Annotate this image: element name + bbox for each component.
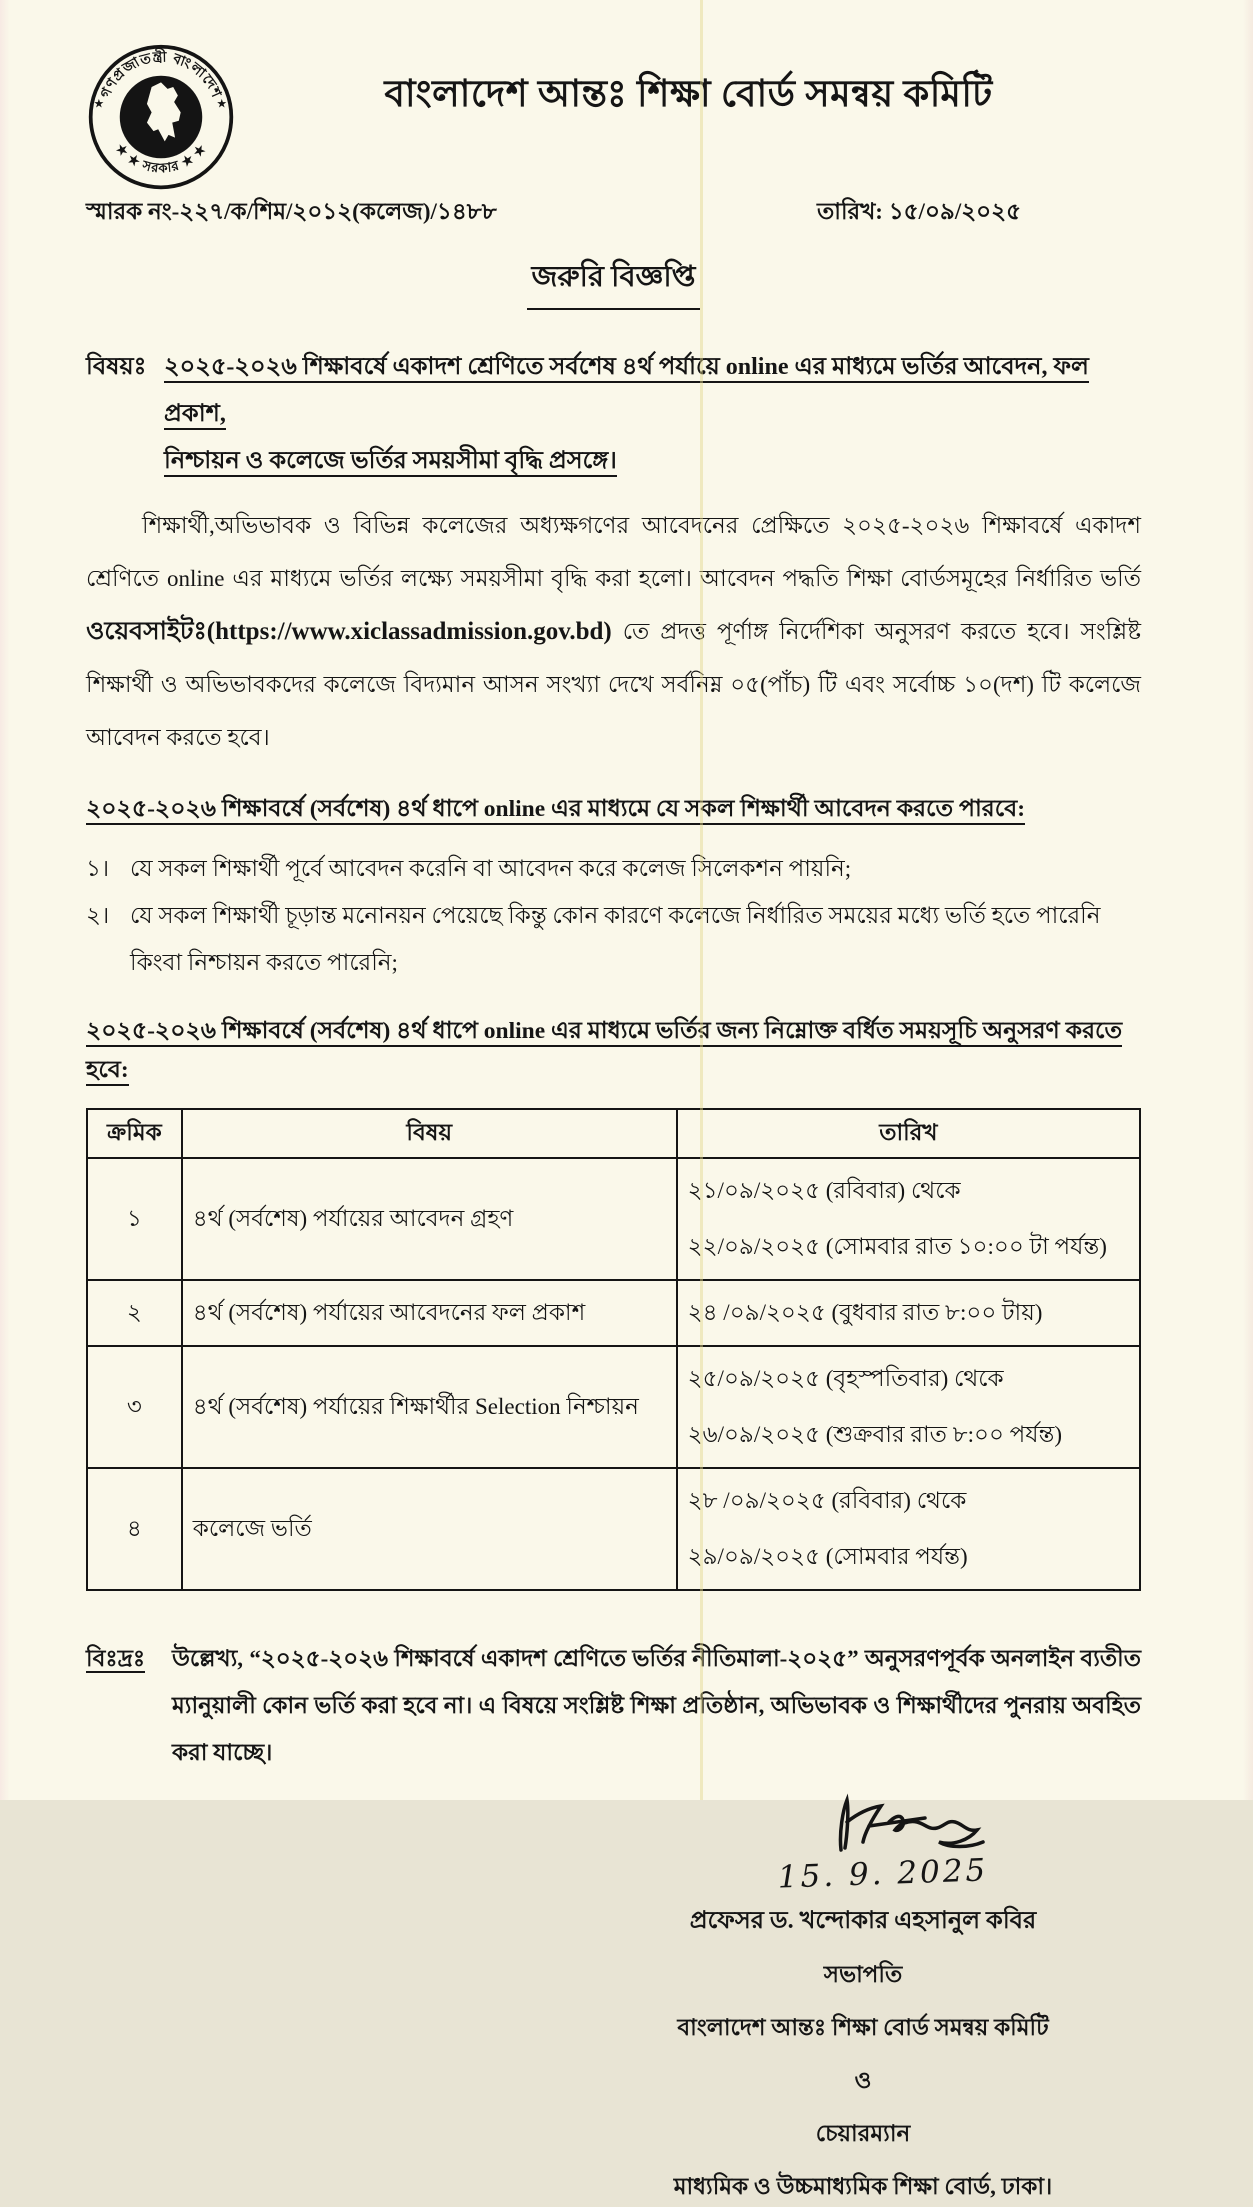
signatory-organization-2: মাধ্যমিক ও উচ্চমাধ্যমিক শিক্ষা বোর্ড, ঢাকা। — [673, 2174, 1053, 2199]
list-item-text: যে সকল শিক্ষার্থী পূর্বে আবেদন করেনি বা আবেদন করে কলেজ সিলেকশন পায়নি; — [130, 856, 852, 881]
document-header — [86, 42, 1141, 197]
scan-edge-artifact-right — [1243, 0, 1253, 1800]
date-line: ২১/০৯/২০২৫ (রবিবার) থেকে — [687, 1178, 961, 1203]
subject-block — [86, 344, 1141, 485]
table-row — [87, 1346, 1140, 1468]
section1-heading: ২০২৫-২০২৬ শিক্ষাবর্ষে (সর্বশেষ) ৪র্থ ধাপে online এর মাধ্যমে যে সকল শিক্ষার্থী আবেদন করতে পারবে: — [86, 796, 1025, 825]
section2-heading-wrap — [86, 1012, 1141, 1090]
signatory-conjunction: ও — [854, 2068, 872, 2093]
admission-website-url: ওয়েবসাইটঃ(https://www.xiclassadmission.gov.bd) — [86, 618, 612, 645]
note-label: বিঃদ্রঃ — [86, 1646, 146, 1671]
list-item — [86, 845, 1141, 892]
scan-edge-artifact-left — [0, 0, 10, 1800]
signature-block — [603, 1792, 1123, 2207]
note-text — [172, 1635, 1141, 1776]
seal-star-left: ★ — [93, 96, 105, 111]
list-item — [86, 892, 1141, 986]
row-dates — [677, 1280, 1140, 1346]
note-segment-1: উল্লেখ্য, — [172, 1646, 250, 1671]
notice-title: জরুরি বিজ্ঞপ্তি — [527, 254, 699, 310]
table-row — [87, 1158, 1140, 1280]
date-line: ২৪ /০৯/২০২৫ (বুধবার রাত ৮:০০ টায়) — [687, 1300, 1043, 1325]
column-header-serial: ক্রমিক — [87, 1109, 182, 1158]
note-policy-title: “২০২৫-২০২৬ শিক্ষাবর্ষে একাদশ শ্রেণিতে ভর্তির নীতিমালা-২০২৫” — [249, 1646, 859, 1671]
column-header-date: তারিখ — [677, 1109, 1140, 1158]
row-serial: ২ — [87, 1280, 182, 1346]
row-subject: ৪র্থ (সর্বশেষ) পর্যায়ের শিক্ষার্থীর Selection নিশ্চায়ন — [182, 1346, 677, 1468]
subject-text — [164, 344, 1141, 485]
memo-number: স্মারক নং-২২৭/ক/শিম/২০১২(কলেজ)/১৪৮৮ — [86, 199, 497, 224]
note-segment-2: অনুসরণপূর্বক অনলাইন ব্যতীত ম্যানুয়ালী কোন ভর্তি করা হবে না। এ বিষয়ে সংশ্লিষ্ট শিক্ষা প্রতিষ্ঠান, অভিভাবক ও শিক্ষার্থীদের পুনরায় অবহিত করা যাচ্ছে। — [172, 1646, 1141, 1765]
table-row — [87, 1280, 1140, 1346]
seal-star-right: ★ — [216, 96, 228, 111]
government-seal-logo — [86, 42, 236, 197]
seal-icon — [86, 42, 236, 192]
row-subject: কলেজে ভর্তি — [182, 1468, 677, 1590]
signature-icon — [829, 1792, 999, 1862]
paragraph-segment-1: শিক্ষার্থী,অভিভাবক ও বিভিন্ন কলেজের অধ্যক্ষগণের আবেদনের প্রেক্ষিতে ২০২৫-২০২৬ শিক্ষাবর্ষে একাদশ শ্রেণিতে online এর মাধ্যমে ভর্তির লক্ষ্যে সময়সীমা বৃদ্ধি করা হলো। আবেদন পদ্ধতি শিক্ষা বোর্ডসমূহের নির্ধারিত ভর্তি — [86, 513, 1141, 591]
note-block — [86, 1635, 1141, 1776]
organization-title: বাংলাদেশ আন্তঃ শিক্ষা বোর্ড সমন্বয় কমিটি — [384, 74, 993, 115]
column-header-subject: বিষয় — [182, 1109, 677, 1158]
signatory-designation-2: চেয়ারম্যান — [815, 2121, 911, 2146]
signatory-organization-1: বাংলাদেশ আন্তঃ শিক্ষা বোর্ড সমন্বয় কমিটি — [677, 2015, 1049, 2040]
table-row — [87, 1468, 1140, 1590]
memo-row — [86, 193, 1141, 232]
body-paragraph — [86, 499, 1141, 764]
date-line: ২২/০৯/২০২৫ (সোমবার রাত ১০:০০ টা পর্যন্ত) — [687, 1234, 1107, 1259]
scan-fold-line — [700, 0, 703, 1800]
section2-heading: ২০২৫-২০২৬ শিক্ষাবর্ষে (সর্বশেষ) ৪র্থ ধাপে online এর মাধ্যমে ভর্তির জন্য নিম্নোক্ত বর্ধিত সময়সূচি অনুসরণ করতে হবে: — [86, 1018, 1122, 1086]
date-line: ২৯/০৯/২০২৫ (সোমবার পর্যন্ত) — [687, 1544, 968, 1569]
subject-label: বিষয়ঃ — [86, 354, 147, 380]
row-dates — [677, 1468, 1140, 1590]
subject-line-1: ২০২৫-২০২৬ শিক্ষাবর্ষে একাদশ শ্রেণিতে সর্বশেষ ৪র্থ পর্যায়ে online এর মাধ্যমে ভর্তির আবেদন, ফল প্রকাশ, — [164, 354, 1089, 430]
date-line: ২৮ /০৯/২০২৫ (রবিবার) থেকে — [687, 1488, 967, 1513]
signature-handwritten-date: 15. 9. 2025 — [777, 1852, 989, 1896]
seal-top-text: গণপ্রজাতন্ত্রী বাংলাদেশ — [97, 49, 225, 101]
notice-title-wrap — [86, 254, 1141, 310]
eligibility-list — [86, 845, 1141, 986]
section1-heading-wrap — [86, 790, 1141, 829]
seal-bottom-text: ★ ★ সরকার ★ ★ — [112, 140, 210, 176]
signatory-designation-1: সভাপতি — [823, 1962, 903, 1987]
date-line: ২৫/০৯/২০২৫ (বৃহস্পতিবার) থেকে — [687, 1366, 1004, 1391]
memo-date: তারিখ: ১৫/০৯/২০২৫ — [817, 199, 1021, 224]
schedule-table — [86, 1108, 1141, 1591]
list-item-number: ১। — [86, 856, 110, 881]
row-subject: ৪র্থ (সর্বশেষ) পর্যায়ের আবেদন গ্রহণ — [182, 1158, 677, 1280]
row-dates — [677, 1158, 1140, 1280]
signatory-name: প্রফেসর ড. খন্দোকার এহসানুল কবির — [689, 1908, 1037, 1934]
subject-line-2: নিশ্চায়ন ও কলেজে ভর্তির সময়সীমা বৃদ্ধি প্রসঙ্গে। — [164, 448, 617, 477]
row-subject: ৪র্থ (সর্বশেষ) পর্যায়ের আবেদনের ফল প্রকাশ — [182, 1280, 677, 1346]
paragraph-segment-2: তে প্রদত্ত পূর্ণাঙ্গ নির্দেশিকা অনুসরণ করতে হবে। সংশ্লিষ্ট শিক্ষার্থী ও অভিভাবকদের কলেজে বিদ্যমান আসন সংখ্যা দেখে সর্বনিম্ন ০৫(পাঁচ) টি এবং সর্বোচ্চ ১০(দশ) টি কলেজে আবেদন করতে হবে। — [86, 619, 1141, 750]
row-dates — [677, 1346, 1140, 1468]
row-serial: ১ — [87, 1158, 182, 1280]
row-serial: ৩ — [87, 1346, 182, 1468]
date-line: ২৬/০৯/২০২৫ (শুক্রবার রাত ৮:০০ পর্যন্ত) — [687, 1422, 1063, 1447]
table-header-row — [87, 1109, 1140, 1158]
list-item-number: ২। — [86, 903, 110, 928]
list-item-text: যে সকল শিক্ষার্থী চূড়ান্ত মনোনয়ন পেয়েছে কিন্তু কোন কারণে কলেজে নির্ধারিত সময়ের মধ্যে ভর্তি হতে পারেনি কিংবা নিশ্চায়ন করতে পারেনি; — [130, 903, 1101, 975]
row-serial: ৪ — [87, 1468, 182, 1590]
